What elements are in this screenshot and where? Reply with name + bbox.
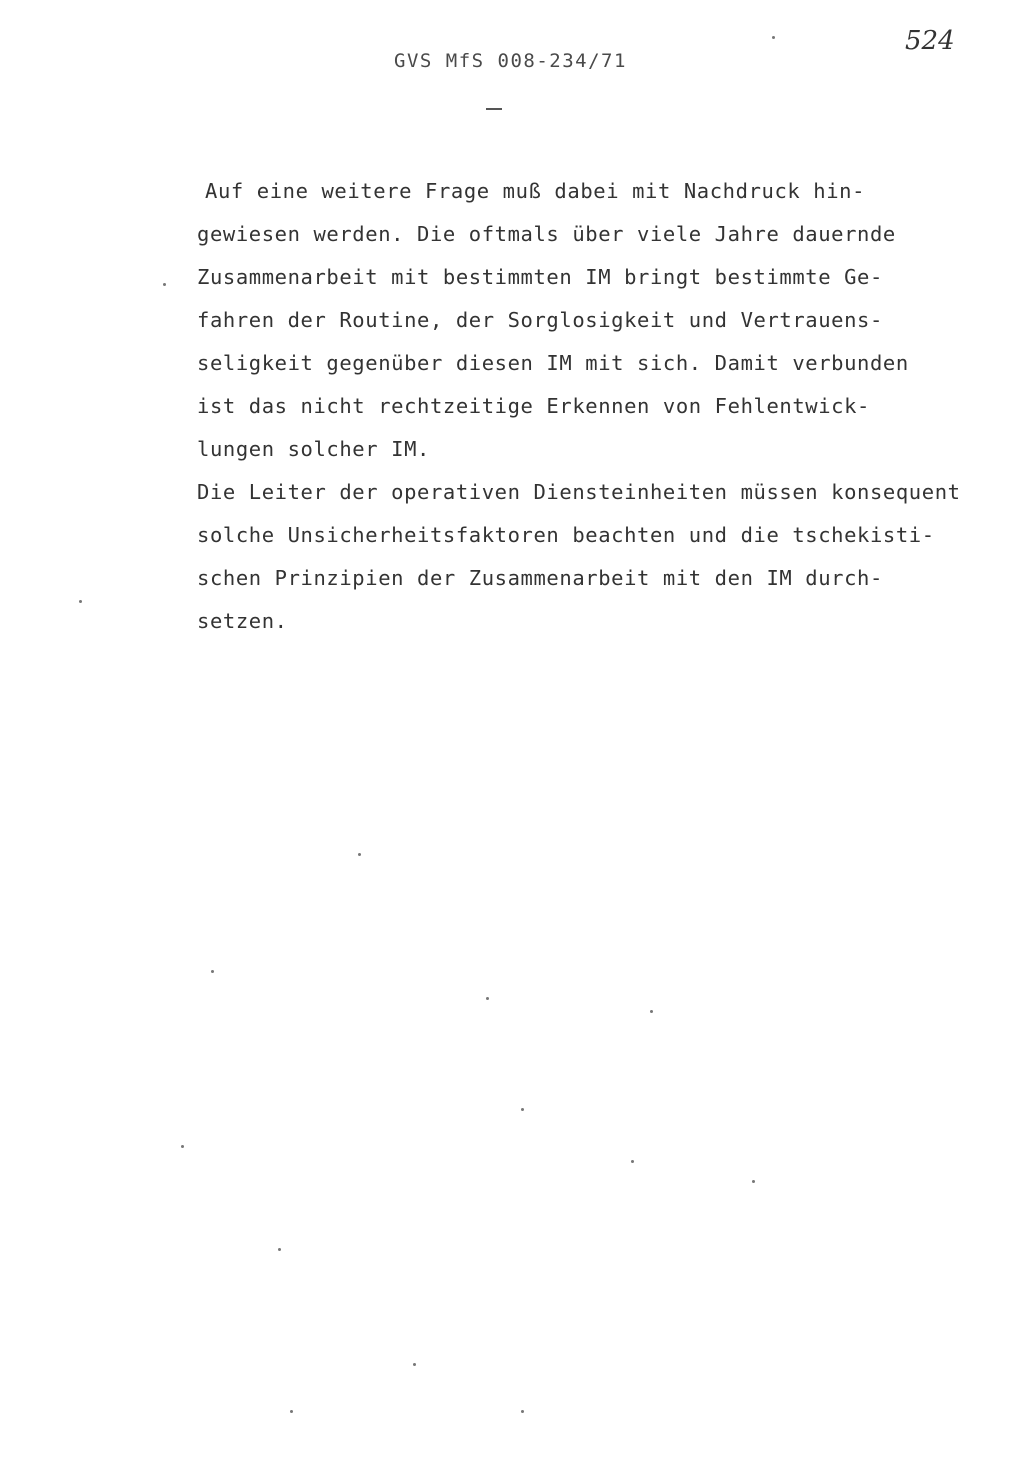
scan-speck — [413, 1363, 416, 1366]
scan-speck — [163, 283, 166, 286]
text-line: gewiesen werden. Die oftmals über viele Jahre dauernde — [197, 222, 896, 246]
scan-speck — [650, 1010, 653, 1013]
scan-speck — [278, 1248, 281, 1251]
page-number: 524 — [905, 26, 955, 56]
text-line: seligkeit gegenüber diesen IM mit sich. Damit verbunden — [197, 351, 909, 375]
text-line: setzen. — [197, 609, 288, 633]
scan-speck — [181, 1145, 184, 1148]
scan-speck — [631, 1160, 634, 1163]
dash-mark — [486, 108, 502, 110]
text-line: ist das nicht rechtzeitige Erkennen von Fehlentwick- — [197, 394, 870, 418]
scan-speck — [211, 970, 214, 973]
text-line: Zusammenarbeit mit bestimmten IM bringt bestimmte Ge- — [197, 265, 883, 289]
scan-speck — [79, 600, 82, 603]
scan-speck — [521, 1410, 524, 1413]
scan-speck — [772, 36, 775, 39]
scan-speck — [521, 1108, 524, 1111]
scan-speck — [358, 853, 361, 856]
document-reference: GVS MfS 008-234/71 — [394, 50, 627, 72]
scan-speck — [290, 1410, 293, 1413]
body-text — [197, 170, 987, 643]
text-line: fahren der Routine, der Sorglosigkeit und Vertrauens- — [197, 308, 883, 332]
text-line: schen Prinzipien der Zusammenarbeit mit den IM durch- — [197, 566, 883, 590]
scan-speck — [752, 1180, 755, 1183]
text-line: lungen solcher IM. — [197, 437, 430, 461]
text-line: solche Unsicherheitsfaktoren beachten und die tschekisti- — [197, 523, 935, 547]
text-line: Die Leiter der operativen Diensteinheiten müssen konsequent — [197, 480, 961, 504]
scan-speck — [486, 997, 489, 1000]
text-line: Auf eine weitere Frage muß dabei mit Nachdruck hin- — [205, 179, 866, 203]
